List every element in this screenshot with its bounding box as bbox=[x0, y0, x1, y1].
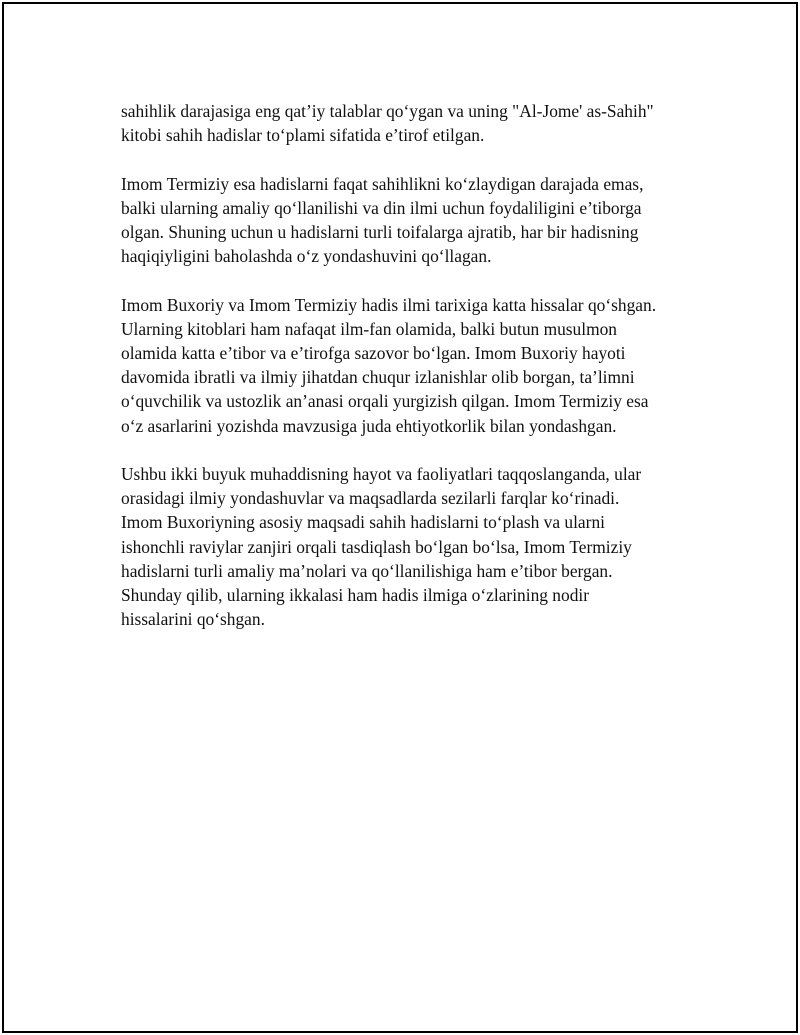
text-line: Imom Buxoriyning asosiy maqsadi sahih hadislarni to‘plash va ularni bbox=[121, 512, 605, 533]
text-line: Ularning kitoblari ham nafaqat ilm-fan olamida, balki butun musulmon bbox=[121, 318, 618, 339]
text-line: Imom Buxoriy va Imom Termiziy hadis ilmi tarixiga katta hissalar qo‘shgan. bbox=[121, 294, 657, 315]
paragraph-1 bbox=[121, 99, 701, 147]
text-line: davomida ibratli va ilmiy jihatdan chuqur izlanishlar olib borgan, ta’limni bbox=[121, 367, 635, 388]
paragraph-3 bbox=[121, 293, 701, 438]
text-line: hadislarni turli amaliy ma’nolari va qo‘llanilishiga ham e’tibor bergan. bbox=[121, 560, 613, 581]
text-line: sahihlik darajasiga eng qat’iy talablar qo‘ygan va uning "Al-Jome' as-Sahih" bbox=[121, 101, 654, 121]
text-line: balki ularning amaliy qo‘llanilishi va din ilmi uchun foydaliligini e’tiborga bbox=[121, 197, 642, 218]
text-line: haqiqiyligini baholashda o‘z yondashuvini qo‘llagan. bbox=[121, 246, 492, 267]
paragraph-4 bbox=[121, 462, 701, 631]
text-line: o‘quvchilik va ustozlik an’anasi orqali yurgizish qilgan. Imom Termiziy esa bbox=[121, 391, 649, 412]
text-line: o‘z asarlarini yozishda mavzusiga juda ehtiyotkorlik bilan yondashgan. bbox=[121, 415, 617, 436]
text-line: Imom Termiziy esa hadislarni faqat sahihlikni ko‘zlaydigan darajada emas, bbox=[121, 173, 644, 194]
text-line: hissalarini qo‘shgan. bbox=[121, 609, 265, 630]
text-line: Shunday qilib, ularning ikkalasi ham hadis ilmiga o‘zlarining nodir bbox=[121, 585, 590, 606]
text-line: kitobi sahih hadislar to‘plami sifatida e’tirof etilgan. bbox=[121, 125, 485, 146]
text-line: Ushbu ikki buyuk muhaddisning hayot va faoliyatlari taqqoslanganda, ular bbox=[121, 464, 642, 484]
text-line: olamida katta e’tibor va e’tirofga sazovor bo‘lgan. Imom Buxoriy hayoti bbox=[121, 343, 626, 363]
paragraph-2 bbox=[121, 172, 701, 269]
text-line: olgan. Shuning uchun u hadislarni turli toifalarga ajratib, har bir hadisning bbox=[121, 222, 639, 242]
text-line: orasidagi ilmiy yondashuvlar va maqsadlarda sezilarli farqlar ko‘rinadi. bbox=[121, 488, 620, 509]
page-frame bbox=[2, 2, 798, 1033]
text-line: ishonchli raviylar zanjiri orqali tasdiqlash bo‘lgan bo‘lsa, Imom Termiziy bbox=[121, 536, 632, 557]
document-body bbox=[121, 99, 701, 656]
